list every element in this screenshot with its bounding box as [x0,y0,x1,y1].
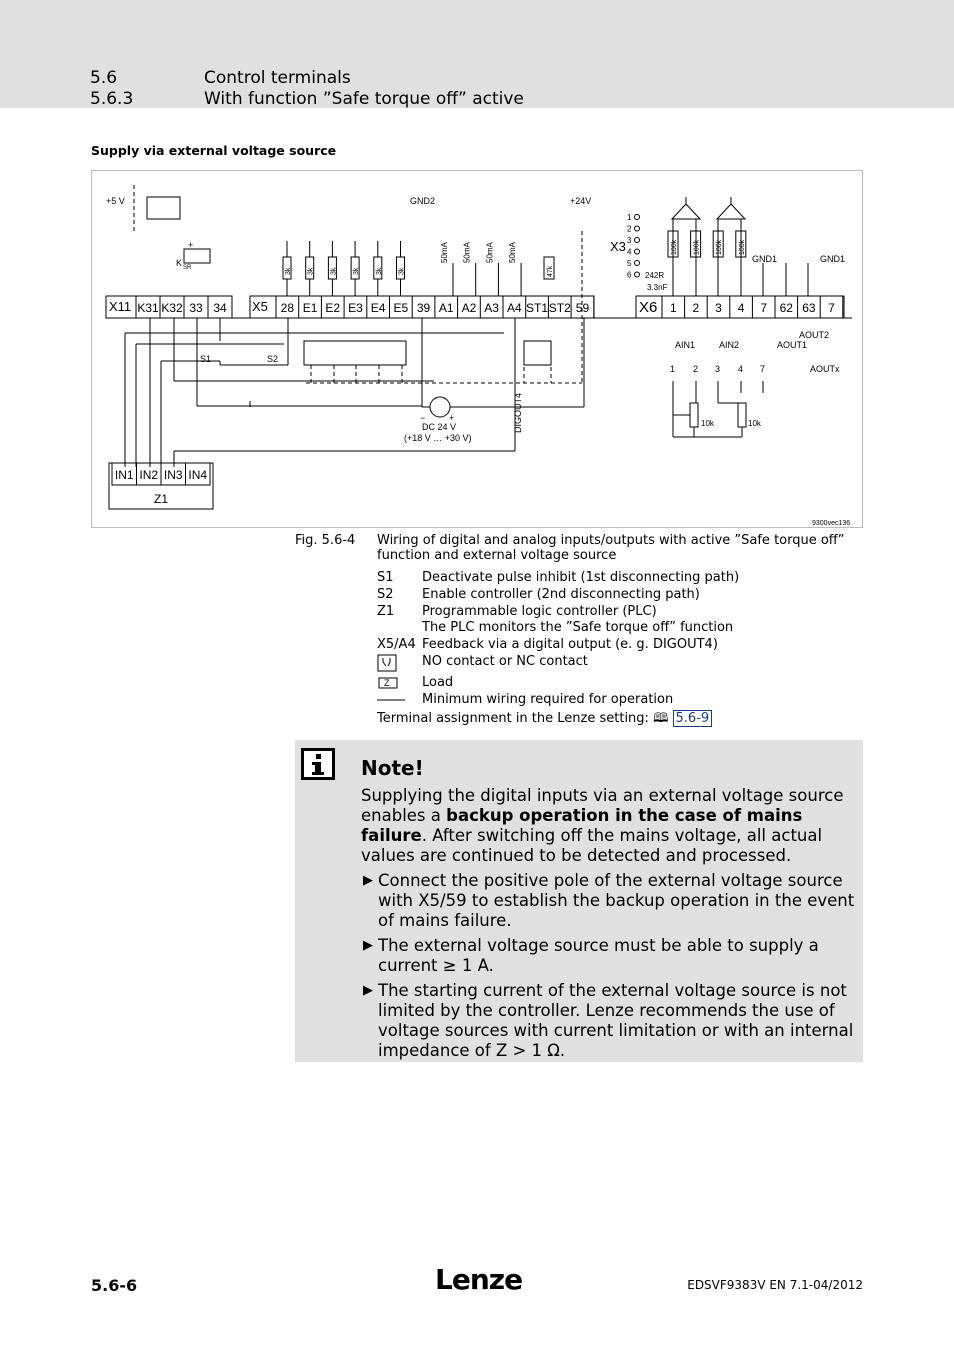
bullet-arrow-icon: ▶ [363,873,373,888]
current-50ma-label: 50mA [485,242,495,263]
legend-row: Z Load [377,675,857,692]
figure-label: Fig. 5.6-4 [295,533,356,548]
x5-terminal-label: 28 [280,301,295,315]
x3-pin [635,272,640,277]
r242-label: 242R [645,271,665,280]
resistor-100k-label: 100k [716,239,724,255]
x5-terminal-label: A1 [438,301,454,315]
x6-pot-number: 4 [738,364,744,374]
book-icon: 🕮 [653,711,669,726]
v5-label: +5 V [106,196,125,206]
x5-terminal-label: A3 [484,301,499,315]
legend-row: NO contact or NC contact [377,654,857,675]
x3-pin [635,215,640,220]
legend-row: Minimum wiring required for operation [377,692,857,709]
x3-pin-label: 1 [627,213,632,222]
ksr-sub-label: SR [183,265,192,271]
x6-terminal-label: 1 [669,301,677,315]
x11-label: X11 [109,299,132,314]
dc-plus: + [449,413,455,423]
resistor-3k-label: 3k [285,267,292,275]
ain1-label: AIN1 [675,340,696,350]
current-50ma-label: 50mA [462,242,472,263]
x5-label: X5 [252,299,268,314]
x5-terminal-label: ST2 [548,301,571,315]
ain2-label: AIN2 [719,340,740,350]
resistor-100k-label: 100k [693,239,701,255]
x3-pin [635,238,640,243]
plc-input-label: IN3 [163,468,183,482]
bullet-arrow-icon: ▶ [363,983,373,998]
resistor-100k-label: 100k [671,239,678,255]
resistor-100k-label: 100k [738,239,746,255]
diagram-subtitle: Supply via external voltage source [91,143,337,158]
x6-terminal-label: 4 [737,301,745,315]
resistor-3k-label: 3k [398,267,406,275]
wire-line-icon [377,692,407,710]
page-link[interactable]: 5.6-9 [673,710,713,727]
x6-pot-number: 1 [670,364,676,374]
digout4-label: DIGOUT4 [513,392,523,433]
x3-pin-label: 5 [627,259,632,268]
wiring-diagram [91,170,863,528]
legend-row: X5/A4 Feedback via a digital output (e. g. DIGOUT4) [377,637,718,652]
note-box [295,740,863,1062]
figure-code: 9300vec136 [812,520,851,527]
pot-10k-a: 10k [701,419,714,428]
note-bullet: ▶ Connect the positive pole of the external voltage source with X5/59 to establish the backup operation in the event of mains failure. [363,871,855,930]
x6-terminal-label: 7 [828,301,835,315]
legend-row: S1 Deactivate pulse inhibit (1st disconnecting path) [377,570,740,585]
page-header [0,0,954,108]
x6-terminal-label: 62 [779,301,793,315]
x3-pin-label: 3 [627,236,632,245]
current-50ma-label: 50mA [440,242,449,263]
x5-terminal-label: E5 [393,301,409,315]
x6-terminal-label: 2 [692,301,700,315]
note-body [361,786,857,1061]
section-heading: 5.6 Control terminals [90,68,351,88]
resistor-3k-label: 3k [307,267,315,275]
terminal-assignment-note: Terminal assignment in the Lenze setting: 🕮 5.6-9 [332,709,812,726]
x3-label: X3 [610,239,626,254]
x5-terminal-label: E4 [370,301,386,315]
subsection-heading: 5.6.3 With function ”Safe torque off” active [90,89,524,109]
note-paragraph: Supplying the digital inputs via an external voltage source enables a backup operation in the case of mains failure. After switching off the mains voltage, all actual values are continued to be detected and processed. [361,786,844,865]
x6-pot-number: 3 [715,364,721,374]
figure-caption-text: Wiring of digital and analog inputs/outputs with active ”Safe torque off” function and external voltage source [377,533,845,563]
aoutx-label: AOUTx [810,364,840,374]
dc-minus: − [420,413,426,423]
legend-row: S2 Enable controller (2nd disconnecting path) [377,587,700,602]
plc-input-label: IN2 [139,468,159,482]
document-id: EDSVF9383V EN 7.1-04/2012 [687,1278,863,1292]
s2-label: S2 [267,354,279,364]
x11-terminal-label: 34 [213,301,227,315]
aout2-label: AOUT2 [799,330,830,340]
contact-symbol-icon [377,654,397,676]
dc-label: DC 24 V [422,422,457,432]
legend-row: The PLC monitors the ”Safe torque off” function [422,620,734,635]
pot-10k-b: 10k [748,419,761,428]
info-icon [301,748,335,780]
x3-pin [635,249,640,254]
x5-terminal-label: ST1 [526,301,549,315]
s1-label: S1 [200,354,212,364]
x6-terminal-label: 63 [802,301,816,315]
ksr-label: K [176,258,183,268]
note-bullet: ▶ The external voltage source must be able to supply a current ≥ 1 A. [363,936,819,975]
x5-terminal-label: E3 [348,301,363,315]
x11-terminal-label: 33 [189,301,203,315]
ksr-plus: + [188,240,194,250]
x3-pin [635,261,640,266]
x5-terminal-label: 39 [416,301,431,315]
plc-input-label: IN1 [114,468,134,482]
note-title: Note! [361,756,424,780]
x3-pin-label: 6 [627,270,632,280]
x5-terminal-label: E1 [302,301,318,315]
x3-pin-label: 2 [627,224,632,234]
current-50ma-label: 50mA [508,242,518,263]
x5-terminal-label: 59 [575,301,590,315]
resistor-3k-label: 3k [353,267,361,275]
x3-pin-label: 4 [627,247,632,257]
resistor-3k-label: 3k [375,267,383,275]
load-symbol-icon [377,675,399,693]
legend-row: Z1 Programmable logic controller (PLC) [377,604,657,619]
wiring-diagram-svg [92,171,864,529]
resistor-3k-label: 3k [330,267,338,275]
x11-terminal-label: K31 [137,301,159,315]
x5-terminal-label: A2 [461,301,477,315]
gnd1-label-b: GND1 [820,254,846,264]
lenze-logo: Lenze [435,1263,523,1296]
page-number: 5.6-6 [91,1276,138,1295]
x6-pot-number: 7 [760,364,766,374]
v24-label: +24V [570,196,592,206]
x11-terminal-label: K32 [161,301,183,315]
dc-range-label: (+18 V … +30 V) [404,433,472,443]
x3-pin [635,226,640,231]
x5-terminal-label: A4 [507,301,522,315]
gnd2-label: GND2 [410,196,436,206]
c33-label: 3.3nF [647,283,668,292]
z1-label: Z1 [154,492,169,506]
x5-terminal-label: E2 [325,301,341,315]
x6-terminal-label: 7 [760,301,768,315]
resistor-47k-label: 47k [547,265,554,277]
plc-input-label: IN4 [188,468,208,482]
legend [377,570,857,726]
x6-terminal-label: 3 [715,301,722,315]
gnd1-label-a: GND1 [752,254,778,264]
aout1-label: AOUT1 [777,340,808,350]
svg-text:Z: Z [384,678,390,688]
x6-pot-number: 2 [693,364,699,374]
x6-label: X6 [639,299,658,316]
bullet-arrow-icon: ▶ [363,938,373,953]
note-bullet: ▶ The starting current of the external voltage source is not limited by the controller. Lenze recommends the use of voltage sources with current limitation or with an internal impedance of Z > 1 Ω. [363,981,854,1060]
